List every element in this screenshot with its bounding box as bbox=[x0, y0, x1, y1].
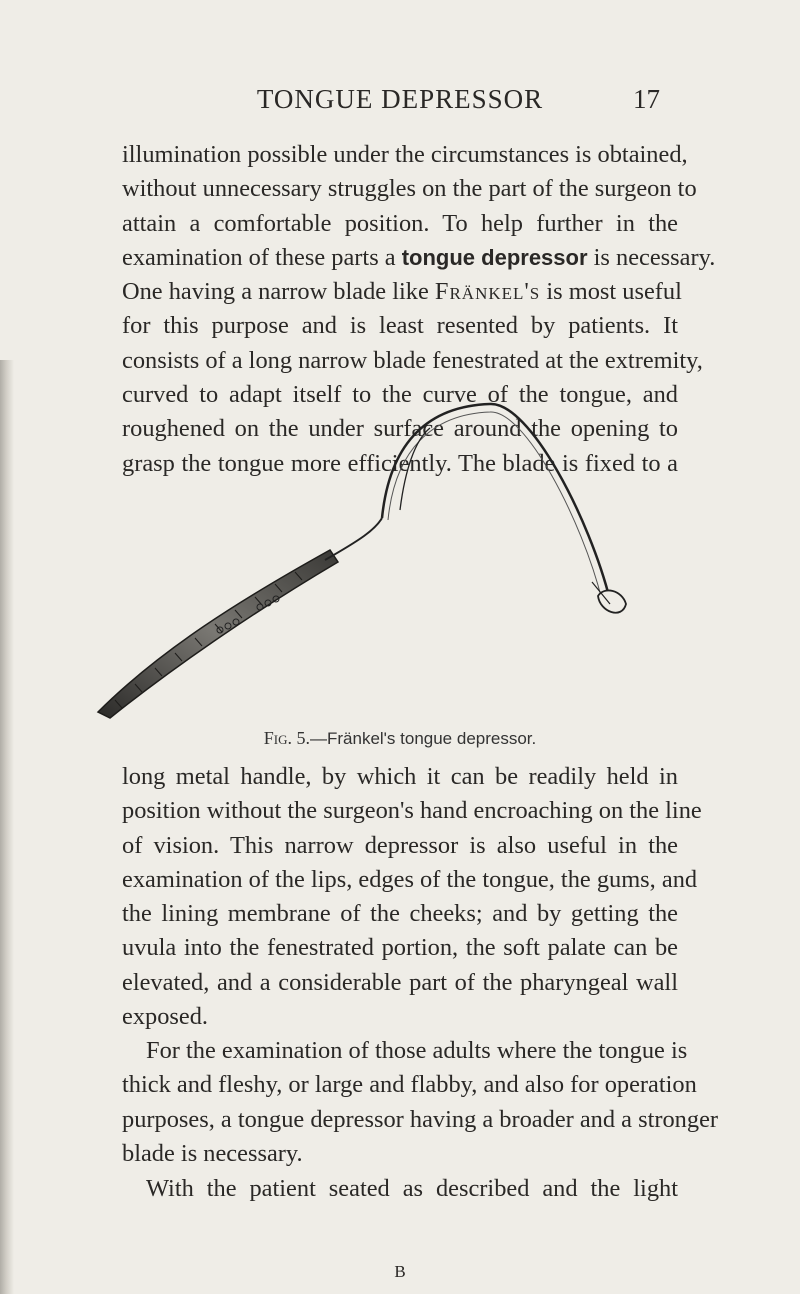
handle-shape bbox=[98, 550, 338, 718]
text-line: the lining membrane of the cheeks; and by getting the bbox=[122, 900, 678, 928]
text-line: of vision. This narrow depressor is also useful in the bbox=[122, 831, 678, 859]
text-line: exposed. bbox=[122, 1003, 209, 1031]
text-line: roughened on the under surface around the opening to bbox=[122, 415, 678, 443]
text-line bbox=[122, 275, 682, 309]
page-binding-shadow bbox=[0, 360, 14, 1294]
text-fragment: is most useful bbox=[540, 278, 682, 306]
running-title: TONGUE DEPRESSOR bbox=[256, 84, 544, 114]
text-line: blade is necessary. bbox=[122, 1139, 303, 1167]
text-line: For the examination of those adults where the tongue is bbox=[146, 1037, 688, 1064]
text-fragment: One having a narrow blade like bbox=[122, 278, 435, 306]
tongue-depressor-illustration bbox=[70, 400, 750, 720]
text-line: position without the surgeon's hand encroaching on the line bbox=[122, 797, 702, 825]
text-line: for this purpose and is least resented by patients. It bbox=[122, 312, 678, 340]
figure-label: Fig. 5. bbox=[263, 728, 310, 748]
key-term: tongue depressor bbox=[401, 244, 588, 270]
paragraph-4 bbox=[122, 1172, 678, 1206]
shaft bbox=[325, 518, 382, 560]
text-line: attain a comfortable position. To help further in the bbox=[122, 209, 678, 237]
paragraph-2 bbox=[122, 760, 702, 1034]
text-line: purposes, a tongue depressor having a broader and a stronger bbox=[122, 1105, 719, 1133]
blade-curve bbox=[382, 404, 610, 600]
page-number: 17 bbox=[633, 84, 660, 114]
text-fragment: examination of these parts a bbox=[122, 243, 402, 271]
blade-shading bbox=[400, 428, 430, 510]
text-line: elevated, and a considerable part of the pharyngeal wall bbox=[122, 968, 678, 996]
signature-mark: B bbox=[394, 1262, 406, 1281]
paragraph-3 bbox=[122, 1034, 719, 1171]
figure-caption bbox=[0, 728, 800, 749]
text-fragment: is necessary. bbox=[587, 243, 716, 271]
page-header bbox=[0, 82, 800, 122]
text-line: With the patient seated as described and the light bbox=[146, 1175, 678, 1202]
text-line: long metal handle, by which it can be readily held in bbox=[122, 763, 678, 790]
text-line: without unnecessary struggles on the part of the surgeon to bbox=[122, 175, 697, 203]
text-line: curved to adapt itself to the curve of the tongue, and bbox=[122, 381, 678, 409]
text-line: grasp the tongue more efficiently. The blade is fixed to a bbox=[122, 449, 678, 477]
text-line: thick and fleshy, or large and flabby, and also for operation bbox=[122, 1071, 697, 1099]
figure-caption-text: —Fränkel's tongue depressor. bbox=[309, 729, 537, 748]
eponym: Fränkel's bbox=[434, 278, 541, 306]
text-line: examination of the lips, edges of the tongue, the gums, and bbox=[122, 865, 698, 893]
text-line: illumination possible under the circumstances is obtained, bbox=[122, 141, 688, 168]
text-line: uvula into the fenestrated portion, the soft palate can be bbox=[122, 934, 678, 962]
text-line: consists of a long narrow blade fenestrated at the extremity, bbox=[122, 346, 703, 374]
text-line bbox=[122, 241, 716, 275]
